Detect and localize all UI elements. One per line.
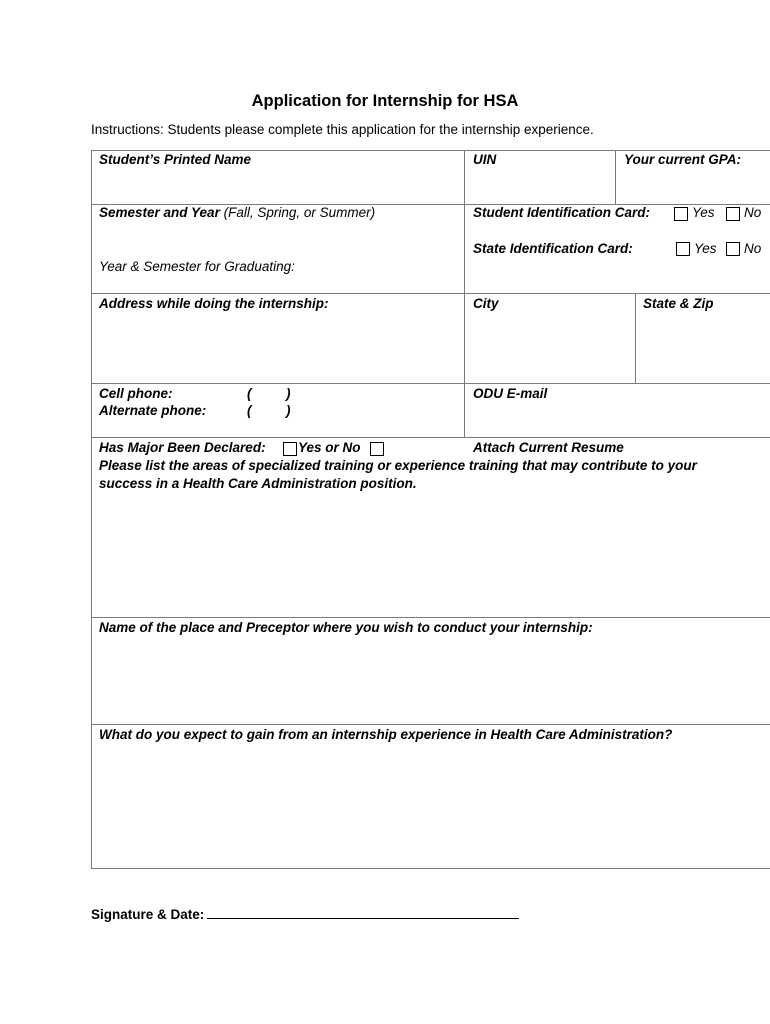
- expectation-question[interactable]: What do you expect to gain from an internship experience in Health Care Administration?: [99, 727, 673, 742]
- state-id-no-label: No: [744, 241, 762, 256]
- alternate-phone-field[interactable]: Alternate phone:: [99, 403, 207, 418]
- city-field[interactable]: City: [473, 296, 499, 311]
- state-zip-field[interactable]: State & Zip: [643, 296, 714, 311]
- row-divider: [91, 383, 770, 384]
- column-divider: [635, 293, 636, 383]
- checkbox-icon: [370, 442, 384, 456]
- checkbox-icon: [283, 442, 297, 456]
- checkbox-icon: [726, 207, 740, 221]
- student-id-yes-checkbox[interactable]: [674, 206, 688, 224]
- alt-area-close: ): [286, 403, 291, 418]
- column-divider: [615, 150, 616, 204]
- training-question[interactable]: Please list the areas of specialized training or experience training that may contribute to your: [99, 458, 697, 473]
- row-divider: [91, 437, 770, 438]
- row-divider: [91, 724, 770, 725]
- gpa-field[interactable]: Your current GPA:: [624, 152, 742, 167]
- semester-hint: (Fall, Spring, or Summer): [223, 205, 376, 220]
- uin-field[interactable]: UIN: [473, 152, 497, 167]
- checkbox-icon: [726, 242, 740, 256]
- major-yes-or-no: Yes or No: [298, 440, 361, 455]
- signature-row: [91, 905, 519, 922]
- student-id-yes-label: Yes: [692, 205, 715, 220]
- training-question-line2: success in a Health Care Administration position.: [99, 476, 417, 491]
- instructions: Instructions: Students please complete this application for the internship experience.: [91, 122, 594, 137]
- row-divider: [91, 617, 770, 618]
- address-field[interactable]: Address while doing the internship:: [99, 296, 329, 311]
- state-id-no-checkbox[interactable]: [726, 241, 740, 259]
- row-divider: [91, 293, 770, 294]
- state-id-label: State Identification Card:: [473, 241, 633, 256]
- signature-line[interactable]: [207, 905, 519, 919]
- signature-label: Signature & Date:: [91, 907, 205, 922]
- state-id-yes-checkbox[interactable]: [676, 241, 690, 259]
- resume-label: Attach Current Resume: [473, 440, 624, 455]
- place-preceptor-question[interactable]: Name of the place and Preceptor where you wish to conduct your internship:: [99, 620, 593, 635]
- column-divider: [464, 150, 465, 437]
- row-divider: [91, 150, 770, 151]
- row-divider: [91, 868, 770, 869]
- semester-year-label: Semester and Year: [99, 205, 220, 220]
- checkbox-icon: [676, 242, 690, 256]
- major-yes-checkbox[interactable]: [283, 441, 297, 459]
- graduating-field[interactable]: Year & Semester for Graduating:: [99, 259, 295, 274]
- student-id-label: Student Identification Card:: [473, 205, 650, 220]
- printed-name-field[interactable]: Student’s Printed Name: [99, 152, 252, 167]
- cell-area-open: (: [247, 386, 252, 401]
- table-left-border: [91, 150, 92, 869]
- alt-area-open: (: [247, 403, 252, 418]
- state-id-yes-label: Yes: [694, 241, 717, 256]
- cell-area-close: ): [286, 386, 291, 401]
- semester-year-field[interactable]: [99, 205, 375, 220]
- major-declared-label: Has Major Been Declared:: [99, 440, 266, 455]
- cell-phone-field[interactable]: Cell phone:: [99, 386, 173, 401]
- email-field[interactable]: ODU E-mail: [473, 386, 548, 401]
- major-no-checkbox[interactable]: [370, 441, 384, 459]
- page-title: Application for Internship for HSA: [251, 92, 519, 110]
- student-id-no-checkbox[interactable]: [726, 206, 740, 224]
- checkbox-icon: [674, 207, 688, 221]
- student-id-no-label: No: [744, 205, 762, 220]
